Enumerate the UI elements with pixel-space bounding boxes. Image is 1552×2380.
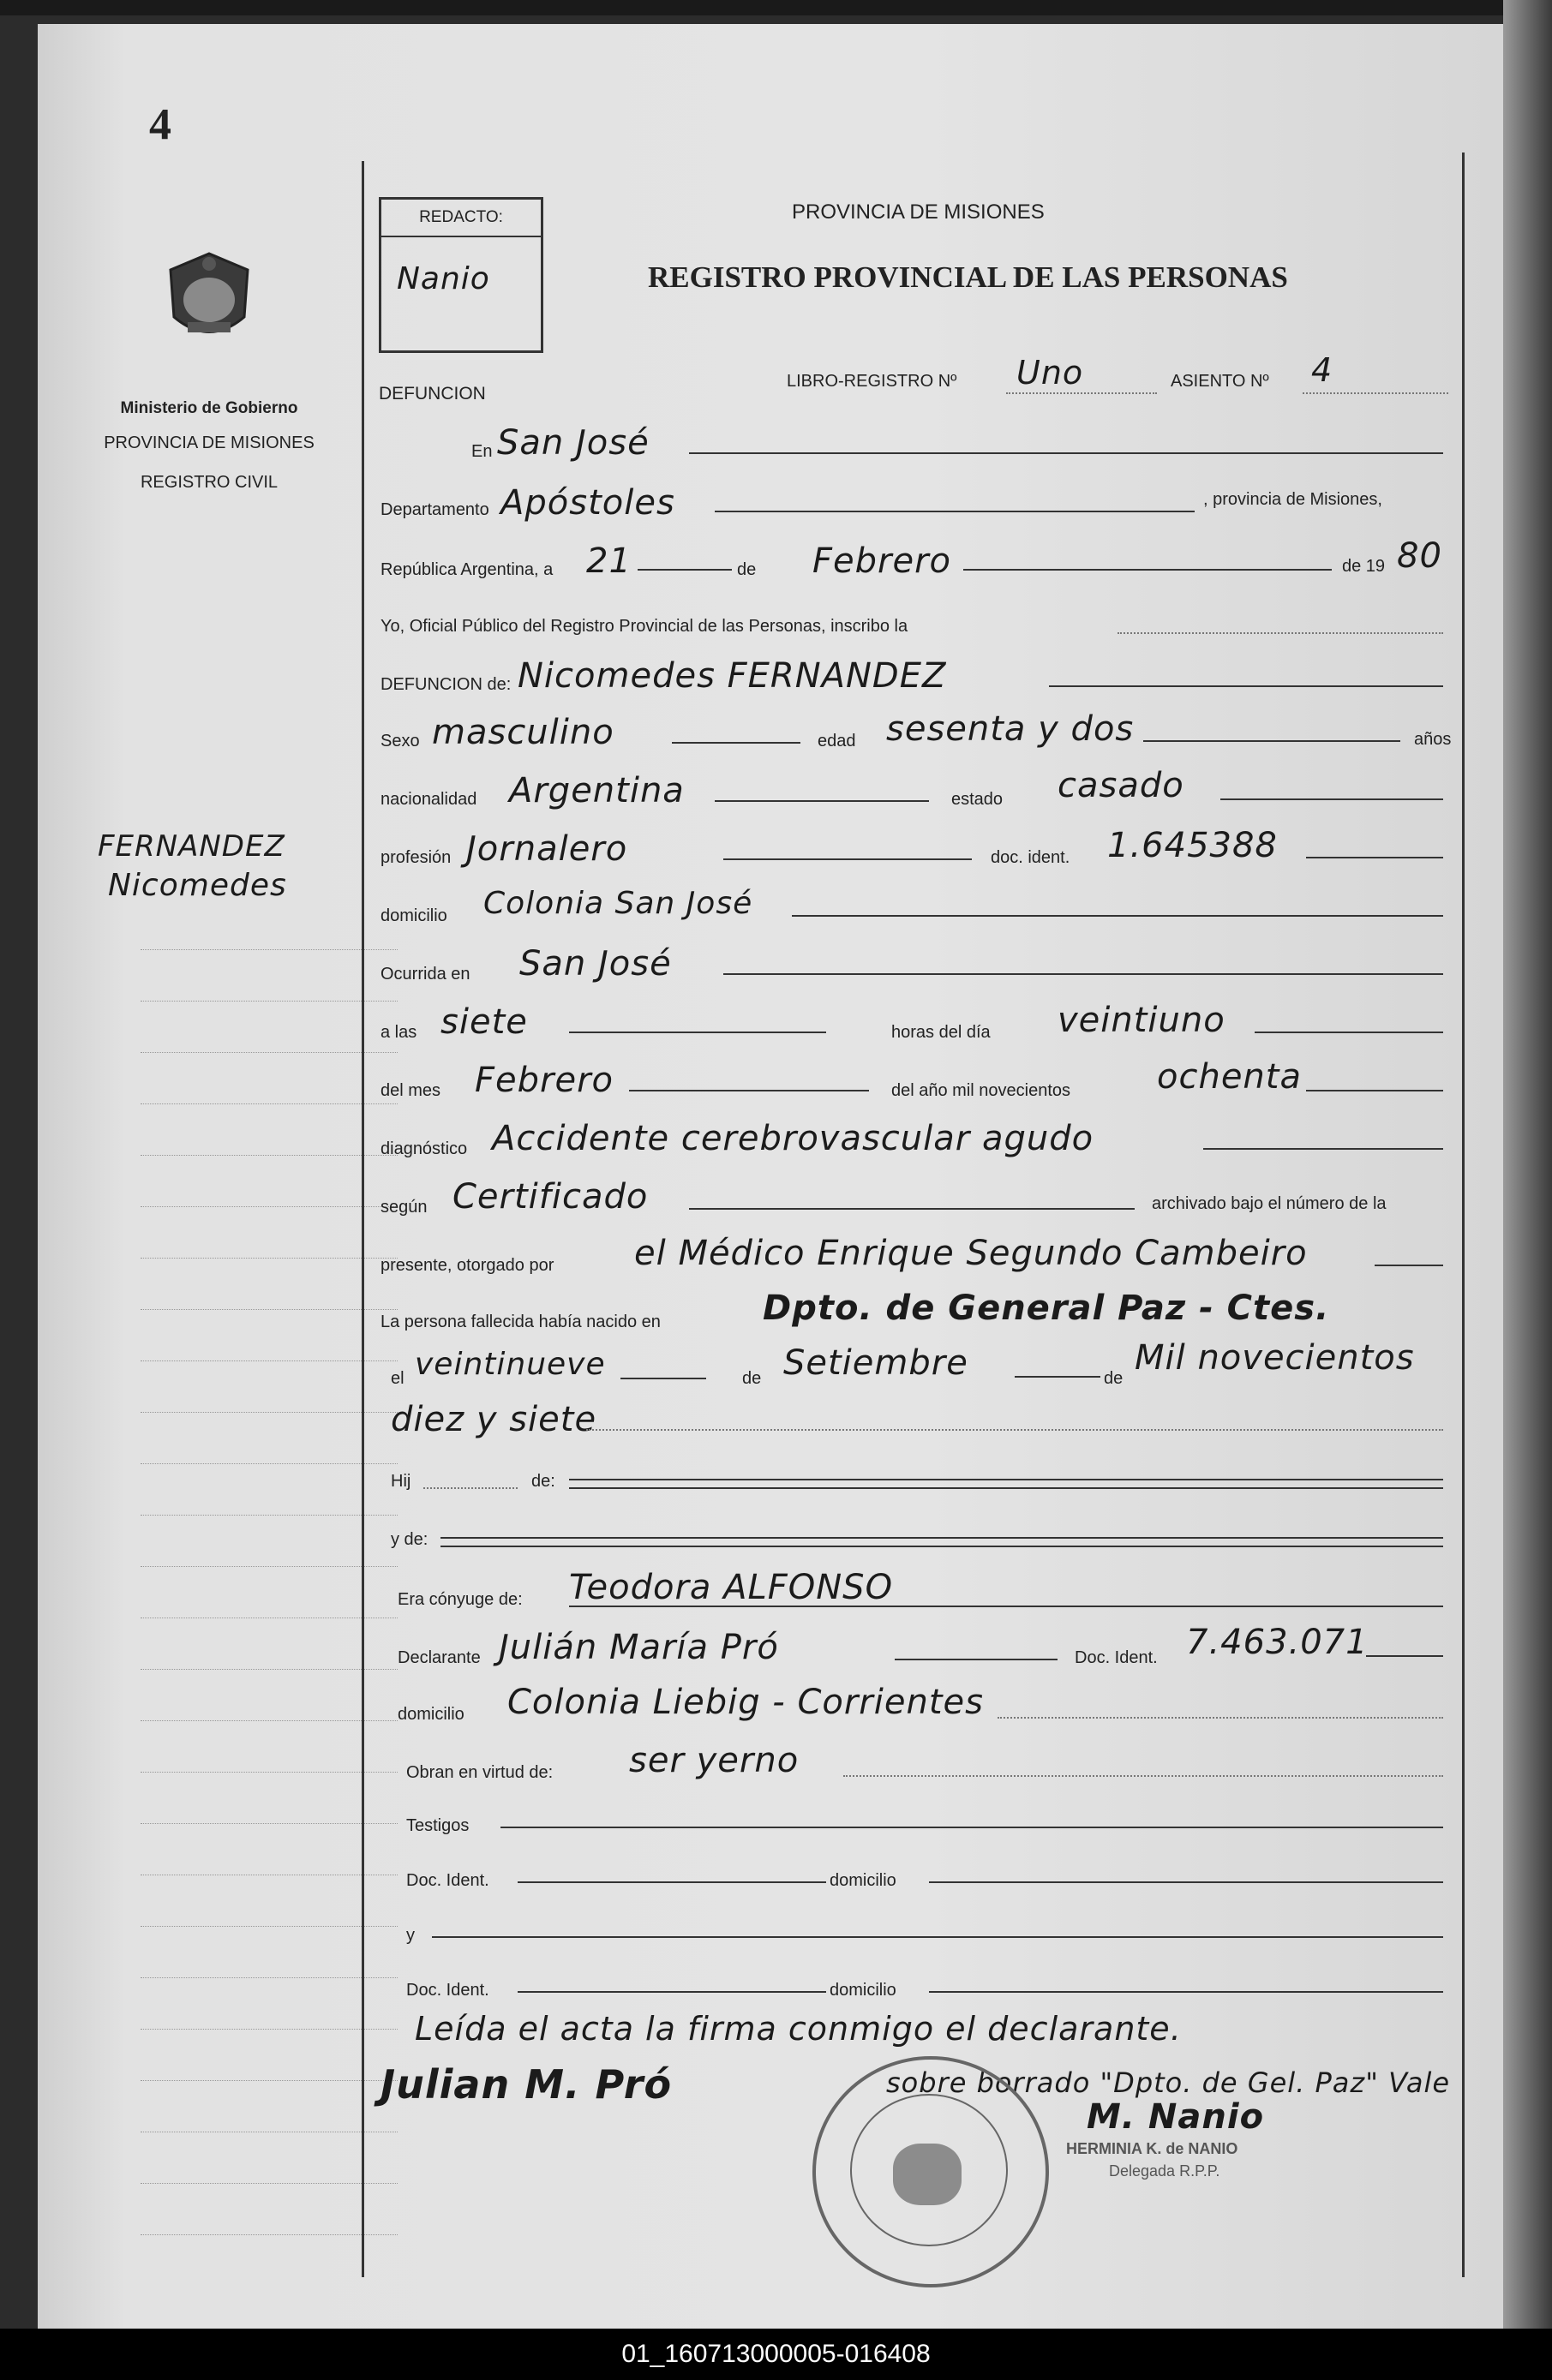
sexo-label: Sexo bbox=[381, 732, 420, 750]
coat-of-arms-icon bbox=[162, 248, 256, 351]
official-signature: M. Nanio bbox=[1087, 2097, 1265, 2137]
edad-value: sesenta y dos bbox=[886, 709, 1135, 749]
birth-year-value-2: diez y siete bbox=[391, 1400, 597, 1439]
register-page bbox=[38, 24, 1503, 2329]
year-prefix: de 19 bbox=[1342, 557, 1386, 576]
provincia-suffix: , provincia de Misiones, bbox=[1203, 490, 1382, 509]
hij-label: Hij bbox=[391, 1472, 411, 1491]
top-edge bbox=[0, 0, 1552, 15]
doc-type: DEFUNCION bbox=[379, 384, 486, 404]
declarante-value: Julián María Pró bbox=[499, 1628, 779, 1667]
presente-value: el Médico Enrique Segundo Cambeiro bbox=[634, 1234, 1308, 1273]
page-number: 4 bbox=[149, 100, 171, 149]
y-de-label: y de: bbox=[391, 1530, 428, 1549]
header-province: PROVINCIA DE MISIONES bbox=[792, 200, 1045, 224]
ocurrida-value: San José bbox=[519, 944, 672, 984]
birth-year-value: Mil novecientos bbox=[1135, 1338, 1415, 1378]
profesion-label: profesión bbox=[381, 848, 452, 867]
deceased-value: Nicomedes FERNANDEZ bbox=[518, 656, 947, 696]
republica-label: República Argentina, a bbox=[381, 560, 554, 579]
declarant-signature: Julian M. Pró bbox=[381, 2061, 673, 2108]
departamento-value: Apóstoles bbox=[500, 483, 675, 523]
libro-label: LIBRO-REGISTRO Nº bbox=[787, 372, 957, 391]
redacto-label: REDACTO: bbox=[419, 208, 503, 226]
redacto-box bbox=[379, 197, 543, 353]
year-value: 80 bbox=[1397, 536, 1442, 576]
birth-month-value: Setiembre bbox=[783, 1343, 968, 1383]
del-mes-label: del mes bbox=[381, 1081, 441, 1100]
estado-value: casado bbox=[1058, 766, 1184, 805]
conyuge-label: Era cónyuge de: bbox=[398, 1590, 523, 1609]
profesion-value: Jornalero bbox=[466, 829, 628, 869]
edad-label: edad bbox=[818, 732, 856, 750]
oficial-text: Yo, Oficial Público del Registro Provincial de las Personas, inscribo la bbox=[381, 617, 908, 636]
t-dom-label: domicilio bbox=[830, 1871, 896, 1890]
horas-label: horas del día bbox=[891, 1023, 991, 1042]
day-value: 21 bbox=[586, 541, 632, 581]
diagnostico-label: diagnóstico bbox=[381, 1139, 468, 1158]
closing-line-1: Leída el acta la firma conmigo el declarante. bbox=[415, 2010, 1182, 2048]
birth-day-value: veintinueve bbox=[415, 1347, 606, 1382]
nacido-label: La persona fallecida había nacido en bbox=[381, 1313, 661, 1331]
redacto-value: Nanio bbox=[397, 261, 490, 296]
t2-doc-label: Doc. Ident. bbox=[406, 1981, 489, 2000]
a-las-label: a las bbox=[381, 1023, 417, 1042]
book-spine bbox=[1503, 0, 1552, 2380]
asiento-label: ASIENTO Nº bbox=[1171, 372, 1269, 391]
header-title: REGISTRO PROVINCIAL DE LAS PERSONAS bbox=[648, 260, 1288, 294]
a-las-value: siete bbox=[440, 1002, 528, 1042]
left-registry-label: REGISTRO CIVIL bbox=[140, 473, 279, 492]
doc-ident-label: doc. ident. bbox=[991, 848, 1070, 867]
el-label: el bbox=[391, 1369, 404, 1388]
archivado-label: archivado bajo el número de la bbox=[1152, 1194, 1387, 1213]
asiento-value: 4 bbox=[1311, 351, 1333, 389]
segun-label: según bbox=[381, 1198, 428, 1217]
estado-label: estado bbox=[951, 790, 1004, 809]
anos-label: años bbox=[1414, 730, 1452, 749]
horas-value: veintiuno bbox=[1058, 1001, 1225, 1040]
de1-label: de bbox=[742, 1369, 762, 1388]
image-id-footer: 01_160713000005-016408 bbox=[0, 2329, 1552, 2380]
departamento-label: Departamento bbox=[381, 500, 489, 519]
obran-value: ser yerno bbox=[629, 1741, 800, 1780]
nacionalidad-label: nacionalidad bbox=[381, 790, 477, 809]
en-label: En bbox=[471, 442, 493, 461]
official-title: Delegada R.P.P. bbox=[1109, 2162, 1220, 2180]
declarante-dom-label: domicilio bbox=[398, 1705, 464, 1724]
month-value: Febrero bbox=[812, 541, 951, 581]
t-y-label: y bbox=[406, 1926, 415, 1945]
domicilio-value: Colonia San José bbox=[483, 886, 753, 921]
libro-value: Uno bbox=[1016, 354, 1084, 392]
sexo-value: masculino bbox=[432, 713, 614, 752]
conyuge-value: Teodora ALFONSO bbox=[569, 1568, 894, 1607]
official-name: HERMINIA K. de NANIO bbox=[1066, 2140, 1238, 2157]
declarante-doc-value: 7.463.071 bbox=[1186, 1623, 1369, 1662]
left-province-label: PROVINCIA DE MISIONES bbox=[104, 434, 315, 452]
t-doc-label: Doc. Ident. bbox=[406, 1871, 489, 1890]
declarante-dom-value: Colonia Liebig - Corrientes bbox=[507, 1683, 984, 1722]
ministry-label: Ministerio de Gobierno bbox=[120, 399, 298, 417]
domicilio-label: domicilio bbox=[381, 906, 447, 925]
ocurrida-label: Ocurrida en bbox=[381, 965, 470, 984]
margin-surname: FERNANDEZ bbox=[98, 829, 285, 864]
hij-de-label: de: bbox=[531, 1472, 555, 1491]
obran-label: Obran en virtud de: bbox=[406, 1763, 554, 1782]
declarante-label: Declarante bbox=[398, 1648, 481, 1667]
en-value: San José bbox=[497, 423, 650, 463]
nacionalidad-value: Argentina bbox=[509, 771, 685, 810]
diagnostico-value: Accidente cerebrovascular agudo bbox=[492, 1119, 1094, 1158]
closing-line-2: sobre borrado "Dpto. de Gel. Paz" Vale bbox=[886, 2066, 1451, 2099]
segun-value: Certificado bbox=[452, 1177, 649, 1217]
de-label: de bbox=[737, 560, 757, 579]
doc-ident-value: 1.645388 bbox=[1107, 826, 1278, 865]
testigos-label: Testigos bbox=[406, 1816, 470, 1835]
ano-label: del año mil novecientos bbox=[891, 1081, 1071, 1100]
presente-label: presente, otorgado por bbox=[381, 1256, 554, 1275]
de2-label: de bbox=[1104, 1369, 1124, 1388]
t2-dom-label: domicilio bbox=[830, 1981, 896, 2000]
declarante-doc-label: Doc. Ident. bbox=[1075, 1648, 1158, 1667]
official-seal bbox=[812, 2056, 1049, 2287]
nacido-value: Dpto. de General Paz - Ctes. bbox=[763, 1289, 1330, 1328]
margin-given-name: Nicomedes bbox=[108, 868, 287, 903]
defuncion-de-label: DEFUNCION de: bbox=[381, 675, 512, 694]
ano-value: ochenta bbox=[1157, 1057, 1302, 1097]
del-mes-value: Febrero bbox=[475, 1061, 614, 1100]
